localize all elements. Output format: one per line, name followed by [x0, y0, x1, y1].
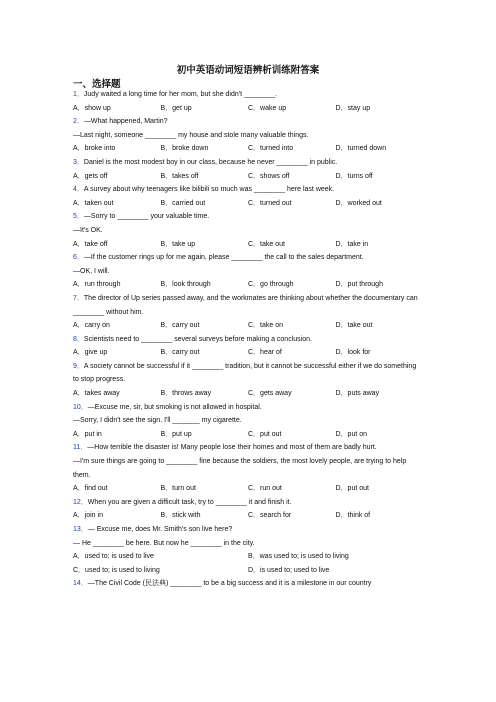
answer-option[interactable]: A．used to; is used to live — [73, 553, 154, 561]
options-row — [73, 550, 423, 564]
question-text: —Sorry, I didn't see the sign. I'll _______ my cigarette. — [73, 417, 242, 425]
question-text: When you are given a difficult task, try to ________ it and finish it. — [87, 498, 292, 506]
answer-option[interactable]: C．shows off — [248, 172, 290, 180]
options-row — [73, 319, 423, 333]
answer-option[interactable]: D．put on — [335, 430, 368, 438]
question-number: 3． — [73, 158, 84, 166]
question-number: 4． — [73, 186, 84, 194]
answer-option[interactable]: C．go through — [248, 281, 294, 289]
answer-option[interactable]: B．look through — [160, 281, 211, 289]
options-row — [73, 387, 423, 401]
question-text: —It's OK. — [73, 226, 103, 234]
question-number: 12． — [73, 498, 88, 506]
answer-option[interactable]: C．turned into — [248, 145, 294, 153]
question-text: — Excuse me, does Mr. Smith's son live here? — [87, 526, 233, 533]
question-stem — [73, 360, 423, 387]
question-stem — [73, 333, 423, 347]
answer-option[interactable]: B．carried out — [160, 199, 206, 207]
question-number: 5． — [73, 213, 84, 221]
question-number: 6． — [73, 254, 84, 262]
question-stem — [73, 251, 423, 265]
question-stem — [73, 523, 423, 537]
question-text: —What happened, Martin? — [83, 118, 168, 126]
answer-option[interactable]: B．stick with — [160, 512, 201, 520]
answer-option[interactable]: B．carry out — [160, 349, 200, 357]
answer-option[interactable]: B．turn out — [160, 485, 196, 493]
question-text: Daniel is the most modest boy in our class, because he never ________ in public. — [83, 158, 338, 166]
answer-option[interactable]: D．take in — [335, 240, 369, 248]
question-stem — [73, 401, 423, 415]
answer-option[interactable]: C．gets away — [248, 390, 292, 398]
answer-option[interactable]: D．puts away — [335, 390, 380, 398]
answer-option[interactable]: D．stay up — [335, 104, 371, 112]
section-heading: 一、选择题 — [73, 79, 121, 90]
question-stem — [73, 496, 423, 510]
question-number: 13． — [73, 526, 88, 533]
question-line — [73, 455, 423, 482]
answer-option[interactable]: A．taken out — [73, 199, 114, 207]
answer-option[interactable]: B．throws away — [160, 390, 212, 398]
answer-option[interactable]: D．worked out — [335, 199, 382, 207]
question-number: 9． — [73, 362, 84, 370]
answer-option[interactable]: D．take out — [335, 322, 373, 330]
answer-option[interactable]: B．broke down — [160, 145, 209, 153]
question-stem — [73, 156, 423, 170]
question-text: —Excuse me, sir, but smoking is not allowed in hospital. — [87, 403, 262, 411]
answer-option[interactable]: A．give up — [73, 349, 108, 357]
answer-option[interactable]: A．broke into — [73, 145, 116, 153]
answer-option[interactable]: A．find out — [73, 485, 108, 493]
answer-option[interactable]: A．show up — [73, 104, 111, 112]
answer-option[interactable]: B．was used to; is used to living — [248, 553, 349, 561]
options-row — [73, 482, 423, 496]
answer-option[interactable]: A．gets off — [73, 172, 108, 180]
question-line — [73, 129, 423, 143]
answer-option[interactable]: B．carry out — [160, 322, 200, 330]
options-row — [73, 238, 423, 252]
question-list — [73, 88, 423, 591]
answer-option[interactable]: D．look for — [335, 349, 371, 357]
question-stem — [73, 115, 423, 129]
question-line — [73, 224, 423, 238]
question-number: 7． — [73, 294, 84, 302]
answer-option[interactable]: D．put out — [335, 485, 369, 493]
question-text: —OK, I will. — [73, 267, 110, 275]
question-number: 11． — [73, 444, 88, 452]
question-number: 14． — [73, 580, 88, 588]
question-stem — [73, 577, 423, 591]
answer-option[interactable]: A．take off — [73, 240, 108, 248]
answer-option[interactable]: B．get up — [160, 104, 192, 112]
question-stem — [73, 210, 423, 224]
answer-option[interactable]: D．turned down — [335, 145, 387, 153]
answer-option[interactable]: C．search for — [248, 512, 292, 520]
answer-option[interactable]: B．put up — [160, 430, 192, 438]
question-number: 1． — [73, 91, 84, 98]
answer-option[interactable]: A．join in — [73, 512, 103, 520]
question-text: A society cannot be successful if it ________ tradition, but it cannot be successful either if we do something to stop progress. — [73, 362, 417, 384]
question-text: — He ________ be here. But now he ________ in the city. — [73, 539, 255, 547]
options-row — [73, 142, 423, 156]
answer-option[interactable]: B．takes off — [160, 172, 199, 180]
options-row — [73, 170, 423, 184]
answer-option[interactable]: C．take out — [248, 240, 285, 248]
question-text: Judy waited a long time for her mom, but she didn't ________. — [83, 91, 278, 98]
answer-option[interactable]: C．take on — [248, 322, 284, 330]
options-row — [73, 102, 423, 116]
answer-option[interactable]: A．put in — [73, 430, 102, 438]
answer-option[interactable]: A．takes away — [73, 390, 120, 398]
question-text: —The Civil Code (民法典) ________ to be a big success and it is a milestone in our country — [87, 580, 372, 588]
answer-option[interactable]: C．run out — [248, 485, 282, 493]
answer-option[interactable]: C．put out — [248, 430, 282, 438]
question-stem — [73, 183, 423, 197]
answer-option[interactable]: A．run through — [73, 281, 121, 289]
question-stem — [73, 292, 423, 319]
question-text: —Last night, someone ________ my house and stole many valuable things. — [73, 131, 309, 139]
answer-option[interactable]: C．hear of — [248, 349, 282, 357]
document-title: 初中英语动词短语辨析训练附答案 — [176, 65, 320, 76]
answer-option[interactable]: D．think of — [335, 512, 371, 520]
options-row — [73, 509, 423, 523]
answer-option[interactable]: D．put through — [335, 281, 383, 289]
answer-option[interactable]: D．turns off — [335, 172, 373, 180]
question-number: 2． — [73, 118, 84, 126]
question-text: A survey about why teenagers like bilibili so much was ________ here last week. — [83, 186, 335, 194]
options-row — [73, 346, 423, 360]
options-row — [73, 278, 423, 292]
question-text: —Sorry to ________ your valuable time. — [83, 213, 210, 221]
question-line — [73, 537, 423, 551]
options-row — [73, 428, 423, 442]
question-line — [73, 414, 423, 428]
question-text: —I'm sure things are going to ________ fine because the soldiers, the most lovely people, are trying to help them. — [73, 458, 407, 479]
answer-option[interactable]: C．wake up — [248, 104, 287, 112]
question-stem — [73, 88, 423, 102]
answer-option[interactable]: D．is used to; used to live — [248, 566, 330, 574]
question-text: Scientists need to ________ several surveys before making a conclusion. — [83, 335, 312, 343]
question-text: —If the customer rings up for me again, please ________ the call to the sales department. — [83, 254, 364, 262]
answer-option[interactable]: C．used to; is used to living — [73, 566, 160, 574]
question-text: —How terrible the disaster is! Many people lose their homes and most of them are badly hurt. — [87, 444, 377, 452]
question-text: The director of Up series passed away, and the workmates are thinking about whether the documentary can ________ without him. — [73, 294, 418, 316]
question-number: 10． — [73, 403, 88, 411]
question-line — [73, 265, 423, 279]
answer-option[interactable]: A．carry on — [73, 322, 110, 330]
options-row — [73, 197, 423, 211]
answer-option[interactable]: C．turned out — [248, 199, 292, 207]
question-stem — [73, 441, 423, 455]
options-row — [73, 564, 423, 578]
question-number: 8． — [73, 335, 84, 343]
answer-option[interactable]: B．take up — [160, 240, 196, 248]
